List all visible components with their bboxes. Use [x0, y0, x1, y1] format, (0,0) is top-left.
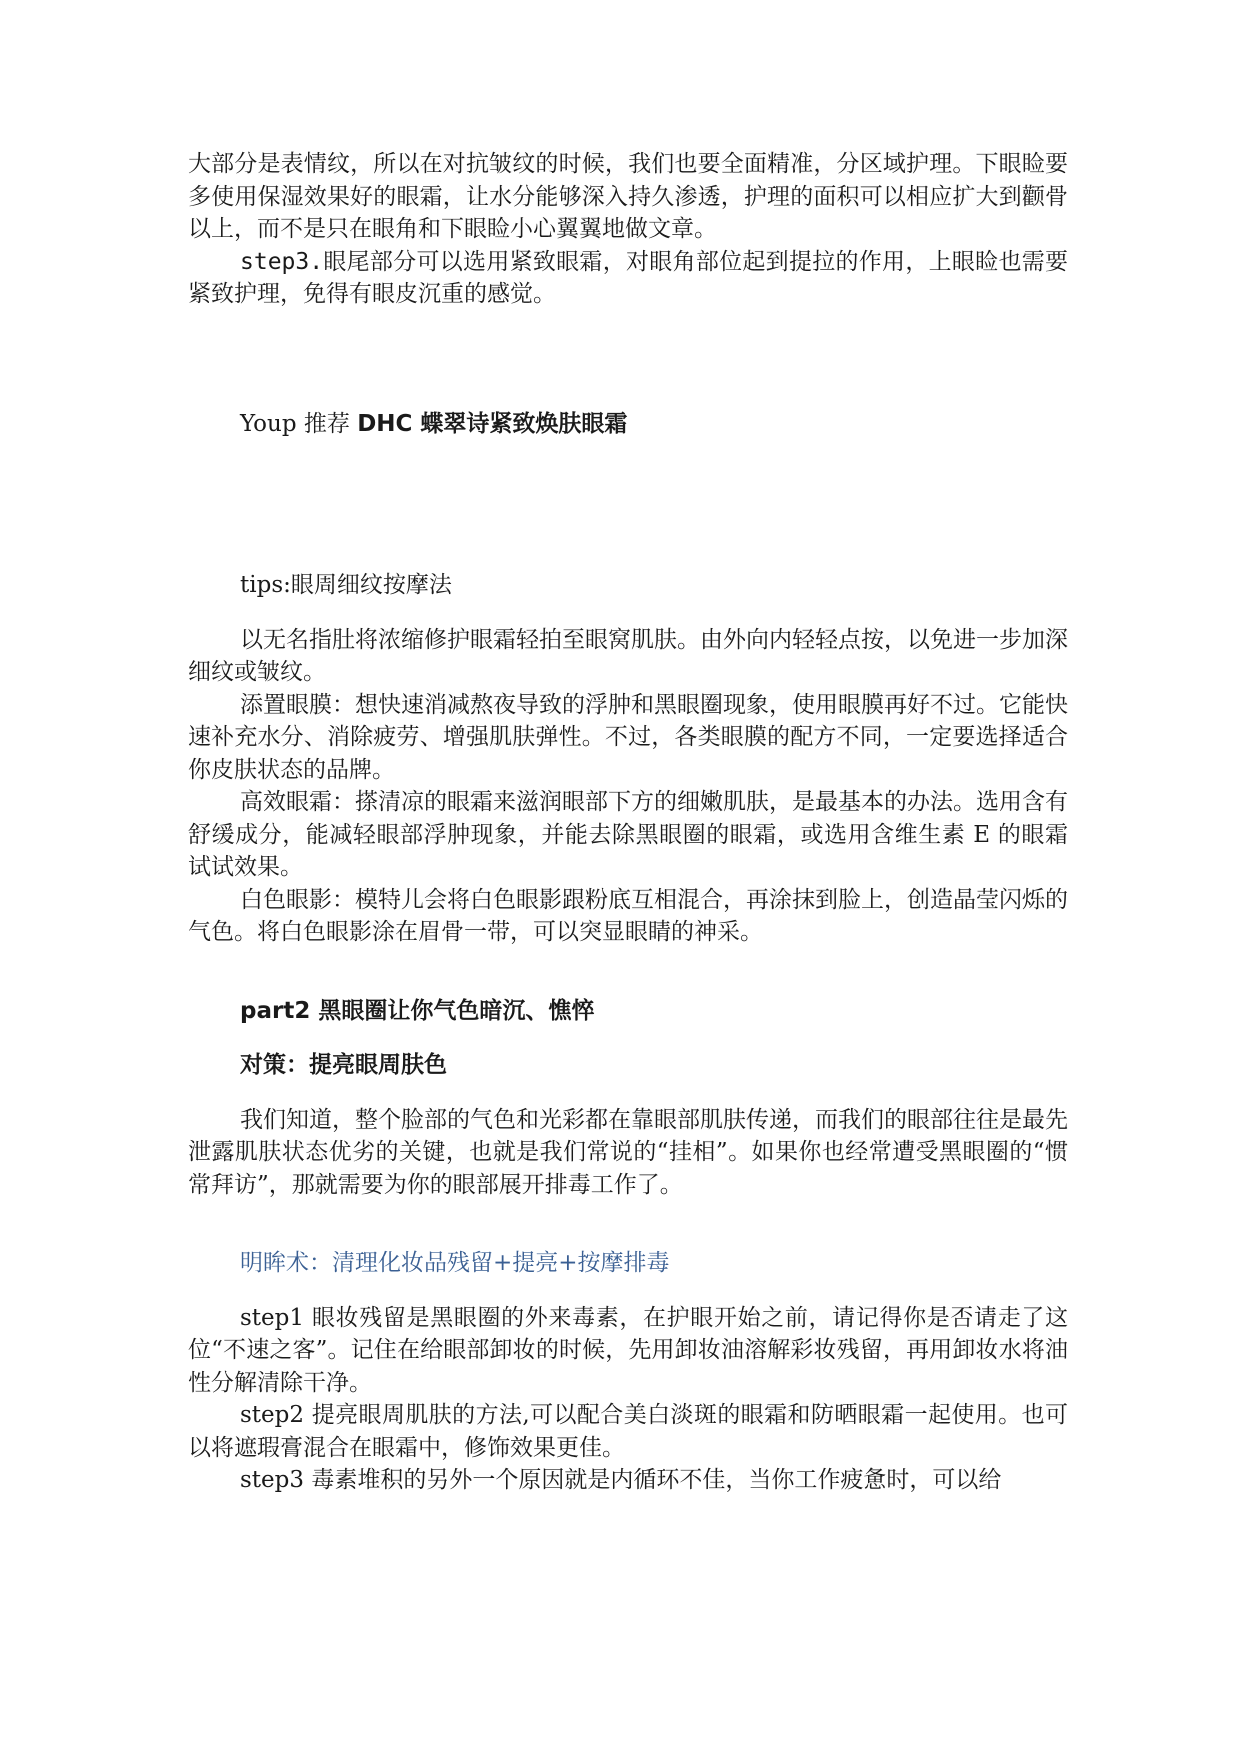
tips-paragraph-massage: 以无名指肚将浓缩修护眼霜轻拍至眼窝肌肤。由外向内轻轻点按，以免进一步加深细纹或皱纹。: [188, 626, 1068, 685]
recommend-prefix: Youp 推荐: [240, 410, 358, 437]
tips-paragraph-white-shadow: 白色眼影：模特儿会将白色眼影跟粉底互相混合，再涂抹到脸上，创造晶莹闪烁的气色。将白色眼影涂在眉骨一带，可以突显眼睛的神采。: [188, 886, 1068, 945]
method-heading: 明眸术：清理化妆品残留+提亮+按摩排毒: [240, 1250, 670, 1276]
part2-strategy: 对策：提亮眼周肤色: [240, 1052, 447, 1078]
part2-title: part2 黑眼圈让你气色暗沉、憔悴: [240, 997, 595, 1024]
recommendation-line: [188, 408, 1068, 441]
paragraph-step3-eye-tail: [188, 246, 1068, 311]
step1-paragraph: step1 眼妆残留是黑眼圈的外来毒素，在护眼开始之前，请记得你是否请走了这位“不速之客”。记住在给眼部卸妆的时候，先用卸妆油溶解彩妆残留，再用卸妆水将油性分解清除干净。: [188, 1304, 1068, 1396]
step3-text: 眼尾部分可以选用紧致眼霜，对眼角部位起到提拉的作用，上眼睑也需要紧致护理，免得有眼皮沉重的感觉。: [188, 248, 1068, 307]
step3-label: step3.: [240, 248, 324, 275]
step3-paragraph: step3 毒素堆积的另外一个原因就是内循环不佳，当你工作疲惫时，可以给: [240, 1467, 1002, 1493]
document-page: [188, 148, 1068, 1497]
part2-intro-paragraph: 我们知道，整个脸部的气色和光彩都在靠眼部肌肤传递，而我们的眼部往往是最先泄露肌肤状态优劣的关键，也就是我们常说的“挂相”。如果你也经常遭受黑眼圈的“惯常拜访”，那就需要为你的眼部展开排毒工作了。: [188, 1106, 1068, 1198]
paragraph-wrinkle-care: 大部分是表情纹，所以在对抗皱纹的时候，我们也要全面精准，分区域护理。下眼睑要多使用保湿效果好的眼霜，让水分能够深入持久渗透，护理的面积可以相应扩大到颧骨以上，而不是只在眼角和下眼睑小心翼翼地做文章。: [188, 151, 1068, 242]
tips-heading: tips:眼周细纹按摩法: [240, 572, 452, 598]
step2-paragraph: step2 提亮眼周肌肤的方法,可以配合美白淡斑的眼霜和防晒眼霜一起使用。也可以将遮瑕膏混合在眼霜中，修饰效果更佳。: [188, 1402, 1068, 1461]
tips-paragraph-eye-cream: 高效眼霜：搽清凉的眼霜来滋润眼部下方的细嫩肌肤，是最基本的办法。选用含有舒缓成分，能减轻眼部浮肿现象，并能去除黑眼圈的眼霜，或选用含维生素 E 的眼霜试试效果。: [188, 789, 1068, 880]
tips-paragraph-eye-mask: 添置眼膜：想快速消减熬夜导致的浮肿和黑眼圈现象，使用眼膜再好不过。它能快速补充水分、消除疲劳、增强肌肤弹性。不过，各类眼膜的配方不同，一定要选择适合你皮肤状态的品牌。: [188, 691, 1068, 783]
recommended-product: DHC 蝶翠诗紧致焕肤眼霜: [357, 410, 628, 437]
